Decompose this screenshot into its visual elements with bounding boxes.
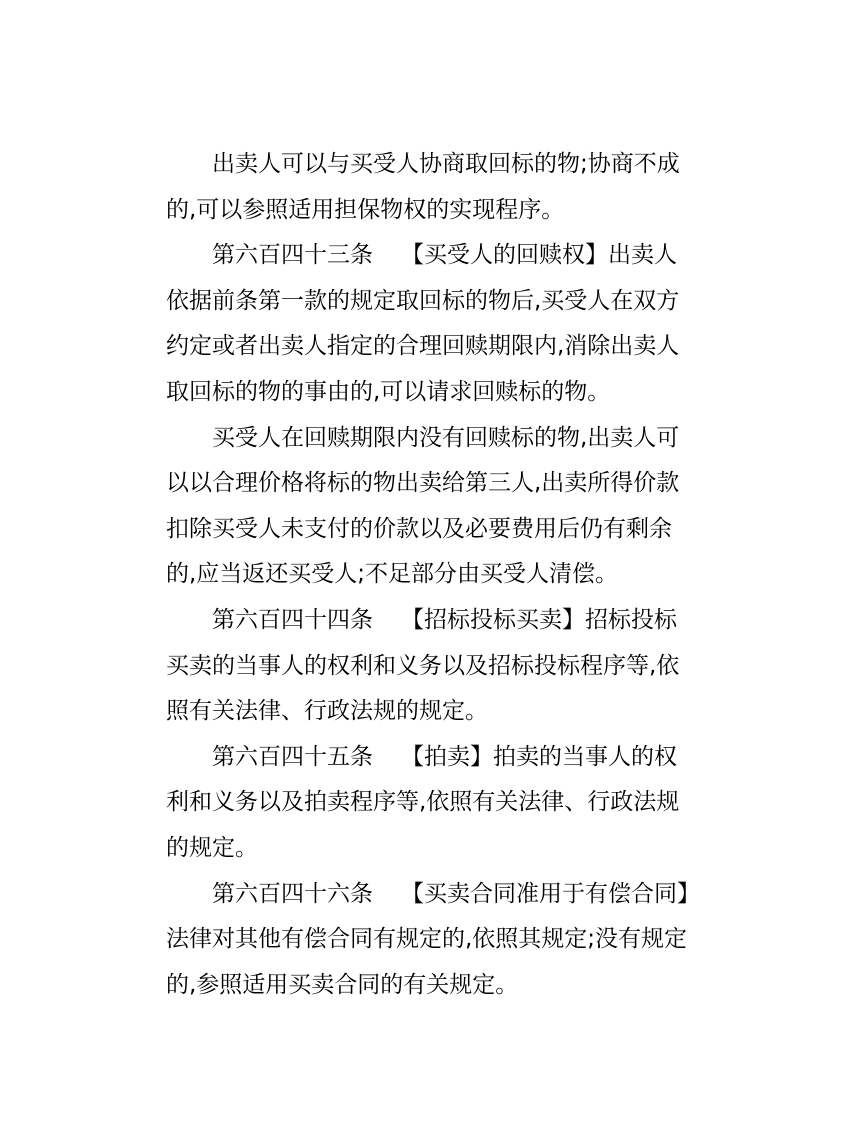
article-heading-line [166, 872, 726, 918]
article-number: 第六百四十六条 [212, 880, 373, 907]
text-line: 法律对其他有偿合同有规定的,依照其规定;没有规定 [166, 926, 688, 953]
article-heading-line [166, 233, 726, 279]
article-heading-line [166, 735, 726, 781]
text-line: 买卖的当事人的权利和义务以及招标投标程序等,依 [166, 652, 680, 679]
article-heading-line [166, 598, 726, 644]
text-line: 【招标投标买卖】招标投标 [401, 606, 677, 633]
text-line: 约定或者出卖人指定的合理回赎期限内,消除出卖人 [166, 333, 680, 360]
text-line: 取回标的物的事由的,可以请求回赎标的物。 [166, 378, 611, 405]
text-line: 出卖人可以与买受人协商取回标的物;协商不成 [212, 151, 680, 177]
text-line: 利和义务以及拍卖程序等,依照有关法律、行政法规 [166, 789, 680, 816]
text-line: 依据前条第一款的规定取回标的物后,买受人在双方 [166, 287, 680, 314]
article-number: 第六百四十四条 [212, 606, 373, 633]
text-line: 【拍卖】拍卖的当事人的权 [401, 743, 677, 770]
article-646 [166, 872, 726, 1009]
paragraph-3 [166, 416, 726, 598]
text-line: 的,应当返还买受人;不足部分由买受人清偿。 [166, 561, 619, 588]
text-line: 【买卖合同准用于有偿合同】 [401, 880, 700, 907]
article-number: 第六百四十五条 [212, 743, 373, 770]
text-line: 【买受人的回赎权】出卖人 [401, 242, 677, 269]
text-line: 的规定。 [166, 834, 258, 861]
text-line: 扣除买受人未支付的价款以及必要费用后仍有剩余 [166, 515, 672, 542]
text-line: 照有关法律、行政法规的规定。 [166, 698, 488, 725]
paragraph-1 [166, 142, 726, 233]
text-line: 以以合理价格将标的物出卖给第三人,出卖所得价款 [166, 470, 680, 497]
text-line: 的,参照适用买卖合同的有关规定。 [166, 971, 519, 998]
article-number: 第六百四十三条 [212, 242, 373, 269]
text-line: 买受人在回赎期限内没有回赎标的物,出卖人可 [212, 424, 680, 451]
article-644 [166, 598, 726, 735]
article-645 [166, 735, 726, 872]
article-643 [166, 233, 726, 415]
document-body [166, 142, 726, 1008]
text-line: 的,可以参照适用担保物权的实现程序。 [166, 196, 565, 223]
